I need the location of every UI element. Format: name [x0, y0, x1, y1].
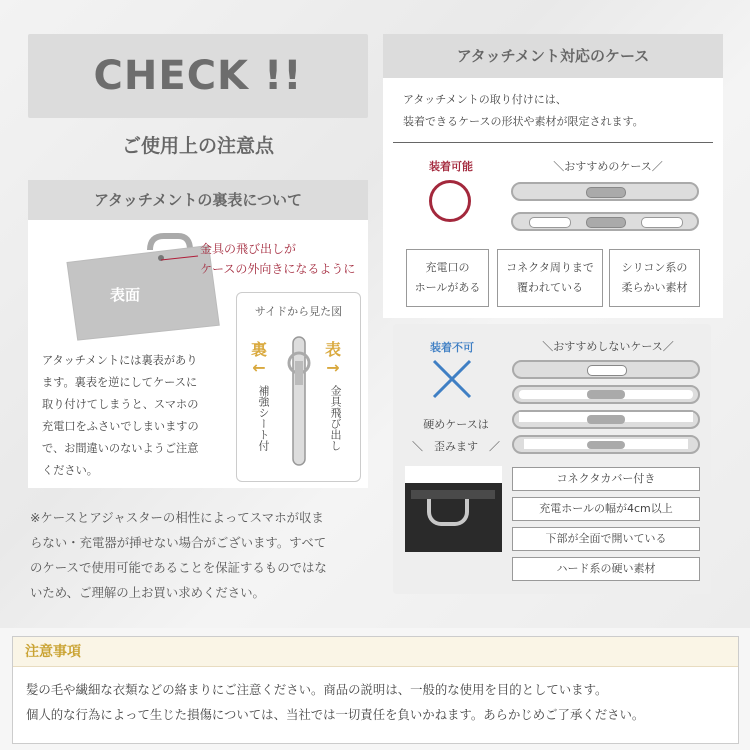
front-description: 金具飛び出し [329, 385, 342, 451]
ng-feature-box: 下部が全面で開いている [512, 527, 700, 551]
attachment-side-panel [28, 220, 368, 488]
check-title: CHECK !! [28, 34, 368, 118]
divider [393, 142, 713, 143]
circle-ok-icon [429, 180, 471, 222]
notice-line-2: 個人的な行為によって生じた損傷については、当社では一切責任を負いかねます。あらかじめご了承ください。 [26, 707, 645, 722]
callout-line-2: ケースの外向きになるように [200, 262, 356, 276]
callout-line-1: 金具の飛び出しが [200, 242, 297, 256]
box-line: コネクタ周りまで [506, 261, 594, 274]
arrow-right-icon: → [326, 358, 340, 377]
ng-feature-box: コネクタカバー付き [512, 467, 700, 491]
ng-case-illustration-3 [512, 410, 700, 429]
ok-feature-box [609, 249, 700, 307]
intro-line-2: 装着できるケースの形状や素材が限定されます。 [403, 115, 644, 128]
arrow-left-icon: ← [252, 358, 266, 377]
desc-line: 取り付けてしまうと、スマホの [42, 398, 199, 411]
note-line: のケースで使用可能であることを保証するものではな [30, 560, 327, 575]
intro-line-1: アタッチメントの取り付けには、 [403, 93, 567, 106]
back-description: 補強シート付 [257, 385, 270, 451]
notice-title: 注意事項 [13, 637, 738, 667]
not-recommended-heading: ＼おすすめしないケース／ [542, 340, 674, 353]
ng-label: 装着不可 [430, 341, 474, 354]
attachment-photo [405, 466, 502, 552]
box-line: ホールがある [414, 281, 481, 294]
back-side-label [251, 341, 267, 377]
box-line: 柔らかい素材 [621, 281, 688, 294]
notice-line-1: 髪の毛や繊細な衣類などの絡まりにご注意ください。商品の説明は、一般的な使用を目的としています。 [26, 682, 608, 697]
ng-case-illustration-2 [512, 385, 700, 404]
box-line: 充電口の [425, 261, 470, 274]
intro-text [403, 89, 644, 133]
desc-line: ます。裏表を逆にしてケースに [42, 376, 198, 389]
ng-feature-box: ハード系の硬い素材 [512, 557, 700, 581]
notice-box [12, 636, 739, 744]
hard-line-1: 硬めケースは [423, 418, 489, 431]
hard-case-note [401, 414, 511, 458]
box-line: シリコン系の [621, 261, 688, 274]
compatible-case-heading: アタッチメント対応のケース [383, 34, 723, 78]
desc-line: で、お間違いのないようご注意 [42, 442, 199, 455]
ng-case-illustration-4 [512, 435, 700, 454]
attachment-side-heading: アタッチメントの裏表について [28, 180, 368, 220]
ng-feature-box: 充電ホールの幅が4cm以上 [512, 497, 700, 521]
case-illustration-2 [511, 212, 699, 231]
box-line: 覆われている [517, 281, 583, 294]
notice-body [26, 677, 731, 727]
front-face-label: 表面 [110, 286, 141, 304]
note-line: らない・充電器が挿せない場合がございます。すべて [30, 535, 327, 550]
callout-text [200, 239, 355, 279]
note-line: いため、ご理解の上お買い求めください。 [30, 585, 265, 600]
ok-label: 装着可能 [429, 160, 473, 173]
desc-line: 充電口をふさいでしまいますの [42, 420, 199, 433]
ok-feature-box [406, 249, 489, 307]
ok-feature-box [497, 249, 603, 307]
note-line: ※ケースとアジャスターの相性によってスマホが収ま [30, 510, 324, 525]
cross-ng-icon [432, 359, 472, 399]
front-label: 表 [325, 340, 342, 359]
caution-heading: ご使用上の注意点 [121, 135, 274, 157]
case-illustration-1 [511, 182, 699, 201]
back-label: 裏 [251, 340, 268, 359]
side-view-title: サイドから見た図 [254, 305, 343, 318]
front-side-label [325, 341, 341, 377]
side-view-diagram [279, 327, 319, 467]
side-view-box [236, 292, 361, 482]
incompatible-case-panel [393, 324, 711, 594]
ng-case-illustration-1 [512, 360, 700, 379]
desc-line: ください。 [42, 464, 98, 477]
hard-line-2: ＼ 歪みます ／ [412, 440, 500, 453]
attachment-description [42, 350, 227, 482]
recommended-heading: ＼おすすめのケース／ [553, 160, 663, 173]
desc-line: アタッチメントには裏表があり [42, 354, 198, 367]
compatible-case-panel [383, 78, 723, 318]
compatibility-note [30, 505, 370, 605]
